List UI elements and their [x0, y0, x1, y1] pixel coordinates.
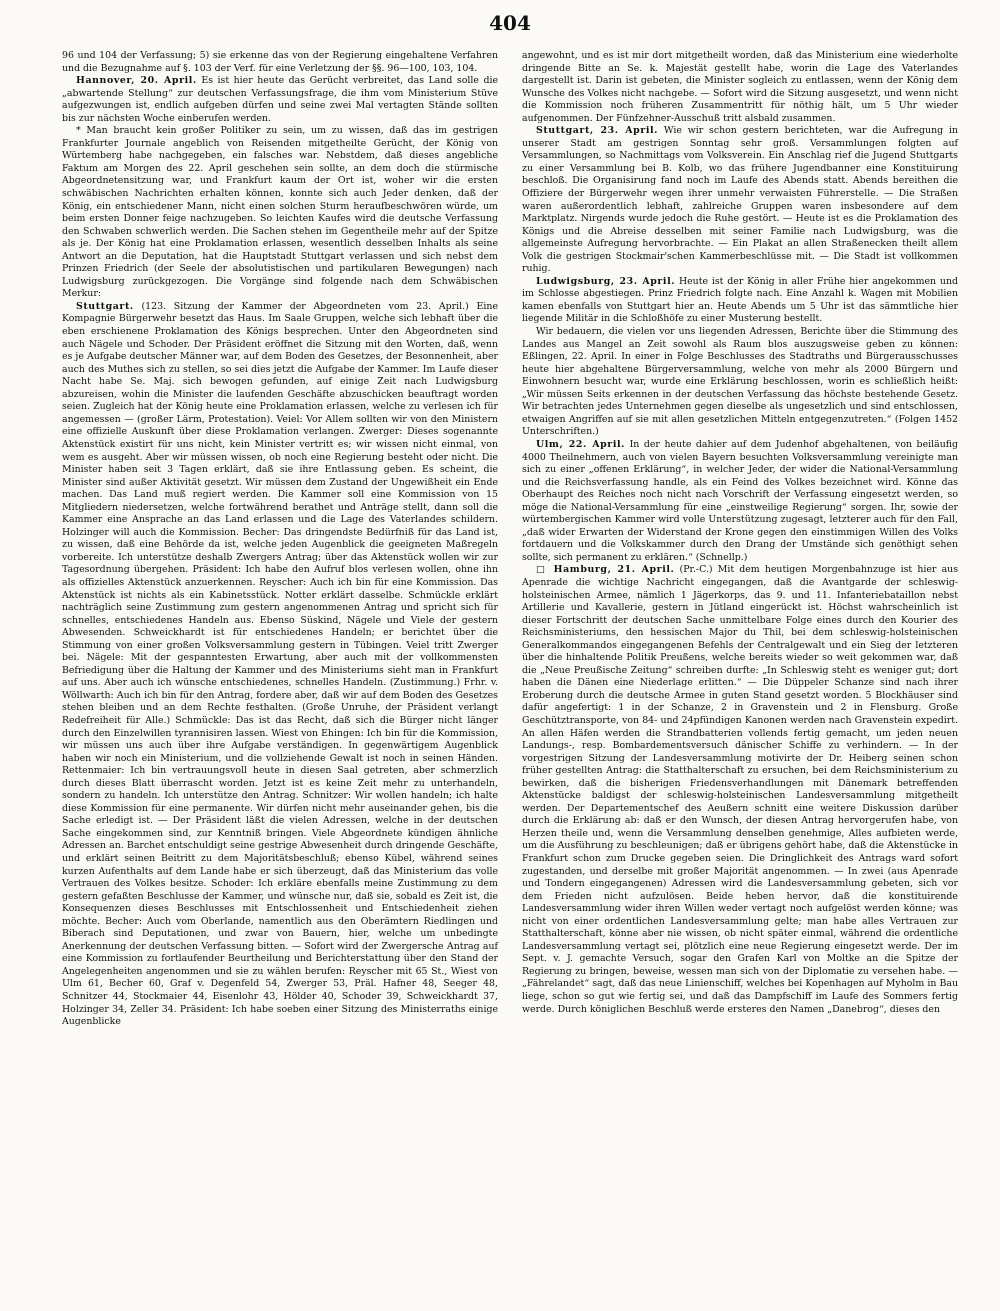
dateline: □ Hamburg, 21. April.: [536, 564, 675, 576]
paragraph-text: 96 und 104 der Verfassung; 5) sie erkenne das von der Regierung eingehaltene Verfahren und die Bezugnahme auf §. 103 der Verf. für eine Verletzung der §§. 96—100, 103, 104.: [62, 50, 498, 74]
article-paragraph: [62, 125, 498, 301]
dateline: Hannover, 20. April.: [76, 75, 197, 87]
paragraph-text: Heute ist der König in aller Frühe hier angekommen und im Schlosse abgestiegen. Prinz Friedrich folgte nach. Eine Anzahl k. Wagen mit Mobilien kamen ebenfalls von Stuttgart hier an. Heute Abends um 5 Uhr ist das sämmtliche hier liegende Militär in die Schloßhöfe zu einer Musterung bestellt.: [522, 275, 958, 325]
paragraph-text: Es ist hier heute das Gerücht verbreitet, das Land solle die „abwartende Stellung“ zur deutschen Verfassungsfrage, die ihm vom Ministerium Stüve aufgezwungen ist, endlich aufgeben dürfen und seine zwei Mal vertagten Stände sollten bis zur nächsten Woche einberufen werden.: [62, 75, 498, 124]
dateline: Stuttgart, 23. April.: [536, 125, 659, 137]
article-paragraph: [522, 276, 958, 326]
page-number: 404: [489, 11, 531, 35]
left-column: [62, 50, 498, 1029]
article-paragraph: [522, 564, 958, 1016]
article-paragraph: [62, 75, 498, 125]
paragraph-text: Wie wir schon gestern berichteten, war die Aufregung in unserer Stadt am gestrigen Sonntag sehr groß. Versammlungen folgten auf Versammlungen, so Nachmittags vom Volksverein. Ein Anschlag rief die Jugend Stuttgarts zu einer Versammlung bei B. Kolb, wo das frühere Jugendbanner eine Konstituirung beschloß. Die Organisirung fand noch im Laufe des Abends statt. Abends bereithen die Offiziere der Bürgerwehr wegen ihrer unmehr verwaisten Führerstelle. — Die Straßen waren außerordentlich lebhaft, zahlreiche Gruppen waren insbesondere auf dem Marktplatz. Nirgends wurde jedoch die Ruhe gestört. — Heute ist es die Proklamation des Königs und die Abreise desselben mit seiner Familie nach Ludwigsburg, was die allgemeinste Aufregung hervorbrachte. — Ein Plakat an allen Straßenecken theilt allem Volk die gestrigen Stockmair'schen Kammerbeschlüsse mit. — Die Stadt ist vollkommen ruhig.: [522, 125, 958, 275]
article-paragraph: [62, 50, 498, 75]
dateline: Ludwigsburg, 23. April.: [536, 275, 676, 287]
paragraph-text: Wir bedauern, die vielen vor uns liegenden Adressen, Berichte über die Stimmung des Landes aus Mangel an Zeit sowohl als Raum blos auszugsweise geben zu können: Eßlingen, 22. April. In einer in Folge Beschlusses des Stadtraths und Bürgerausschusses heute hier abgehaltene Bürgerversammlung, welche von mehr als 2000 Bürgern und Einwohnern besucht war, wurde eine Erklärung beschlossen, worin es schließlich heißt: „Wir müssen Seits erkennen in der deutschen Verfassung das höchste bestehende Gesetz. Wir betrachten jedes Unternehmen gegen dieselbe als ungesetzlich und sind entschlossen, etwaigen Angriffen auf sie mit allen gesetzlichen Mitteln entgegenzutreten.“ (Folgen 1452 Unterschriften.): [522, 326, 958, 438]
paragraph-text: (123. Sitzung der Kammer der Abgeordneten vom 23. April.) Eine Kompagnie Bürgerwehr besetzt das Haus. Im Saale Gruppen, welche sich lebhaft über die eben erschienene Proklamation des Königs besprechen. Unter den Abgeordneten sind auch Nägele und Schoder. Der Präsident eröffnet die Sitzung mit den Worten, daß, wenn es je Aufgabe deutscher Männer war, auf dem Boden des Gesetzes, der Besonnenheit, aber auch des Muthes sich zu stellen, so sei dies jetzt die Aufgabe der Kammer. Im Laufe dieser Nacht habe Se. Maj. sich bewogen gefunden, auf einige Zeit nach Ludwigsburg abzureisen, wohin die Minister die laufenden Geschäfte abzuschicken beauftragt worden seien. Zugleich hat der König heute eine Proklamation erlassen, welche zu verlesen ich für angemessen — (großer Lärm, Protestation). Veiel: Vor Allem sollten wir von den Ministern eine offizielle Auskunft über diese Proklamation verlangen. Zwerger: Dieses sogenannte Aktenstück existirt für uns nicht, kein Minister vertritt es; wir wissen nicht einmal, von wem es ausgeht. Aber wir müssen wissen, ob noch eine Regierung besteht oder nicht. Die Minister haben seit 3 Tagen erklärt, daß sie ihre Entlassung geben. Es scheint, die Minister sind außer Aktivität gesetzt. Wir müssen dem Zustand der Ungewißheit ein Ende machen. Das Land muß regiert werden. Die Kammer soll eine Kommission von 15 Mitgliedern niedersetzen, welche fortwährend berathet und Anträge stellt, dann soll die Kammer eine Ansprache an das Land erlassen und die Lage des Vaterlandes schildern. Holzinger will auch die Kommission. Becher: Das dringendste Bedürfniß für das Land ist, zu wissen, daß eine Behörde da ist, welche jeden Augenblick die geeigneten Maßregeln vorbereite. Ich unterstütze deshalb Zwergers Antrag; über das Aktenstück wollen wir zur Tagesordnung übergehen. Präsident: Ich habe den Aufruf blos verlesen wollen, ohne ihn als offizielles Aktenstück anzuerkennen. Reyscher: Auch ich bin für eine Kommission. Das Aktenstück ist nichts als ein Kabinetsstück. Notter erklärt dasselbe. Schmückle erklärt nachträglich seine Zustimmung zum gestern angenommenen Antrag und spricht sich für schnelles, entschiedenes Handeln aus. Ebenso Süskind, Nägele und Viele der gestern Abwesenden. Schweickhardt ist für entschiedenes Handeln; er berichtet über die Stimmung von einer großen Volksversammlung gestern in Tübingen. Veiel tritt Zwerger bei. Nägele: Mit der gespanntesten Erwartung, aber auch mit der vollkommensten Befriedigung über die Haltung der Kammer und des Ministeriums sieht man in Frankfurt auf uns. Aber auch ich wünsche entschiedenes, schnelles Handeln. (Zustimmung.) Frhr. v. Wöllwarth: Auch ich bin für den Antrag, fordere aber, daß wir auf dem Boden des Gesetzes stehen bleiben und an dem Rechte festhalten. (Große Unruhe, der Präsident verlangt Redefreiheit für Alle.) Schmückle: Das ist das Recht, daß sich die Bürger nicht länger durch den Einzelwillen tyrannisiren lassen. Wiest von Ehingen: Ich bin für die Kommission, wir müssen uns auch über ihre Aufgabe verständigen. In gegenwärtigem Augenblick haben wir noch ein Ministerium, und die vollziehende Gewalt ist noch in seinen Händen. Rettenmaier: Ich bin vertrauungsvoll heute in diesen Saal getreten, aber schmerzlich durch dieses Blatt überrascht worden. Jetzt ist es keine Zeit mehr zu unterhandeln, sondern zu handeln. Ich unterstütze den Antrag. Schnitzer: Wir wollen handeln; ich halte diese Kommission für eine permanente. Wir dürfen nicht mehr auseinander gehen, bis die Sache erledigt ist. — Der Präsident läßt die vielen Adressen, welche in der deutschen Sache eingekommen sind, zur Kenntniß bringen. Viele Abgeordnete kündigen ähnliche Adressen an. Barchet entschuldigt seine gestrige Abwesenheit durch dringende Geschäfte, und erklärt seinen Beitritt zu dem Majoritätsbeschluß; ebenso Kübel, während seines kurzen Aufenthalts auf dem Lande habe er sich überzeugt, daß das Ministerium das volle Vertrauen des Volkes besitze. Schoder: Ich erkläre ebenfalls meine Zustimmung zu dem gestern gefaßten Beschlusse der Kammer, und wünsche nur, daß sie, sobald es Zeit ist, die Konsequenzen dieses Beschlusses mit Entschlossenheit und Entschiedenheit ziehen möchte. Becher: Auch vom Oberlande, namentlich aus den Oberämtern Riedlingen und Biberach sind Deputationen, und zwar von Bauern, hier, welche um unbedingte Anerkennung der deutschen Verfassung bitten. — Sofort wird der Zwergersche Antrag auf eine Kommission zu fortlaufender Beurtheilung und Berichterstattung über den Stand der Angelegenheiten angenommen und sie zu wählen berufen: Reyscher mit 65 St., Wiest von Ulm 61, Becher 60, Graf v. Degenfeld 54, Zwerger 53, Präl. Hafner 48, Seeger 48, Schnitzer 44, Stockmaier 44, Eisenlohr 43, Hölder 40, Schoder 39, Schweickhardt 37, Holzinger 34, Zeller 34. Präsident: Ich habe soeben einer Sitzung des Ministerraths einige Augenblicke: [62, 300, 498, 1028]
article-paragraph: [522, 439, 958, 564]
paragraph-text: In der heute dahier auf dem Judenhof abgehaltenen, von beiläufig 4000 Theilnehmern, auch von vielen Bayern besuchten Volksversammlung vereinigte man sich zu einer „offenen Erklärung“, in welcher Jeder, der wider die National-Versammlung und die Reichsverfassung handle, als ein Feind des Volkes bezeichnet wird. Könne das Oberhaupt des Reiches noch nicht nach Vorschrift der Verfassung eingesetzt werden, so möge die National-Versammlung für eine „einstweilige Regierung“ sorgen. Ihr, sowie der würtembergischen Kammer wird volle Unterstützung zugesagt, letzterer auch für den Fall, „daß wider Erwarten der Widerstand der Krone gegen den einstimmigen Willen des Volks fortdauern und die Volkskammer durch den Drang der Umstände sich genöthigt sehen sollte, sich permanent zu erklären.“ (Schnellp.): [522, 438, 958, 563]
paragraph-text: angewohnt, und es ist mir dort mitgetheilt worden, daß das Ministerium eine wiederholte dringende Bitte an Se. k. Majestät gestellt habe, worin die Lage des Vaterlandes dargestellt ist. Darin ist gebeten, die Minister sogleich zu entlassen, wenn der König dem Wunsche des Volkes nicht nachgebe. — Sofort wird die Sitzung ausgesetzt, und wenn nicht die Kommission noch früheren Zusammentritt für nöthig hält, um 5 Uhr wieder aufgenommen. Der Fünfzehner-Ausschuß tritt alsbald zusammen.: [522, 50, 958, 124]
article-paragraph: [522, 125, 958, 276]
right-column: [522, 50, 958, 1029]
dateline: Ulm, 22. April.: [536, 438, 626, 450]
paragraph-text: (Pr.-C.) Mit dem heutigen Morgenbahnzuge ist hier aus Apenrade die wichtige Nachricht eingegangen, daß die Avantgarde der schleswig-holsteinischen Armee, nämlich 1 Jägerkorps, das 9. und 11. Infanteriebataillon nebst Artillerie und Kavallerie, gestern in Jütland eingerückt ist. Höchst wahrscheinlich ist dieser Fortschritt der deutschen Sache unmittelbare Folge eines durch den Kourier des Reichsministeriums, den hessischen Major du Thil, bei dem schleswig-holsteinischen Generalkommandos eingegangenen Befehls der Centralgewalt und ein Sieg der letzteren über die hinhaltende Politik Preußens, welche bereits wieder so weit gekommen war, daß die „Neue Preußische Zeitung“ schreiben durfte: „In Schleswig steht es weniger gut; dort haben die Dänen eine Niederlage erlitten.“ — Die Düppeler Schanze sind nach ihrer Eroberung durch die deutsche Armee in guten Stand gesetzt worden. 5 Blockhäuser sind dafür angefertigt: 1 in der Schanze, 2 in Gravenstein und 2 in Flensburg. Große Geschütztransporte, von 84- und 24pfündigen Kanonen werden nach Gravenstein expedirt. An allen Häfen werden die Strandbatterien vollends fertig gemacht, um jeden neuen Landungs-, resp. Bombardementsversuch dänischer Schiffe zu verhindern. — In der vorgestrigen Sitzung der Landesversammlung motivirte der Dr. Heiberg seinen schon früher gestellten Antrag: die Statthalterschaft zu ersuchen, bei dem Reichsministerium zu bewirken, daß die bisherigen Friedensverhandlungen mit Dänemark betreffenden Aktenstücke baldigst der schleswig-holsteinischen Landesversammlung mitgetheilt werden. Der Departementschef des Aeußern schnitt eine weitere Diskussion darüber durch die Erklärung ab: daß er den Wunsch, der diesen Antrag hervorgerufen habe, von Herzen theile und, wenn die Versammlung denselben genehmige, Alles aufbieten werde, um die Ausführung zu beschleunigen; daß er übrigens gehört habe, daß die Aktenstücke in Frankfurt schon zum Drucke gegeben seien. Die Dringlichkeit des Antrags ward sofort zugestanden, und derselbe mit großer Majorität angenommen. — In zwei (aus Apenrade und Tondern eingegangenen) Adressen wird die Landesversammlung gebeten, sich vor dem Frieden nicht aufzulösen. Beide heben hervor, daß die konstituirende Landesversammlung wider ihren Willen weder vertagt noch aufgelöst werden könne; was nicht von einer ordentlichen Landesversammlung gelte; man habe alles Vertrauen zur Statthalterschaft, könne aber nie wissen, ob nicht später einmal, während die ordentliche Landesversammlung vertagt sei, plötzlich eine neue Regierung eingesetzt werde. Der im Sept. v. J. gemachte Versuch, sogar den Grafen Karl von Moltke an die Spitze der Regierung zu bringen, beweise, wessen man sich von der Diplomatie zu versehen habe. — „Fährelandet“ sagt, daß das neue Linienschiff, welches bei Kopenhagen auf Myholm in Bau liege, schon so gut wie fertig sei, und daß das Dampfschiff im Laufe des Sommers fertig werde. Durch königlichen Beschluß werde ersteres den Namen „Danebrog“, dieses den: [522, 564, 959, 1015]
dateline: Stuttgart.: [76, 300, 134, 312]
article-paragraph: [522, 50, 958, 125]
article-paragraph: [62, 301, 498, 1029]
article-paragraph: [522, 326, 958, 439]
text-columns: [62, 50, 958, 1029]
paragraph-text: * Man braucht kein großer Politiker zu sein, um zu wissen, daß das im gestrigen Frankfurter Journale angeblich von Reisenden mitgetheilte Gerücht, der König von Würtemberg habe nachgegeben, ein falsches war. Nebstdem, daß dieses angebliche Faktum am Morgen des 22. April geschehen sein sollte, an dem doch die stürmische Abgeordnetensitzung war, und Frankfurt kaum der Ort ist, woher wir die ersten schwäbischen Nachrichten erhalten können, konnte sich auch Jeder denken, daß der König, ein entschiedener Mann, nicht einen solchen Sturm heraufbeschwören würde, um beim ersten Donner feige nachzugeben. So leichten Kaufes wird die deutsche Verfassung den Schwaben schwerlich werden. Die Sachen stehen im Gegentheile mehr auf der Spitze als je. Der König hat eine Proklamation erlassen, wesentlich desselben Inhalts als seine Antwort an die Deputation, hat die Hauptstadt Stuttgart verlassen und sich nebst dem Prinzen Friedrich (der Seele der absolutistischen und partikularen Bewegungen) nach Ludwigsburg zurückgezogen. Die Vorgänge sind folgende nach dem Schwäbischen Merkur:: [62, 125, 498, 300]
